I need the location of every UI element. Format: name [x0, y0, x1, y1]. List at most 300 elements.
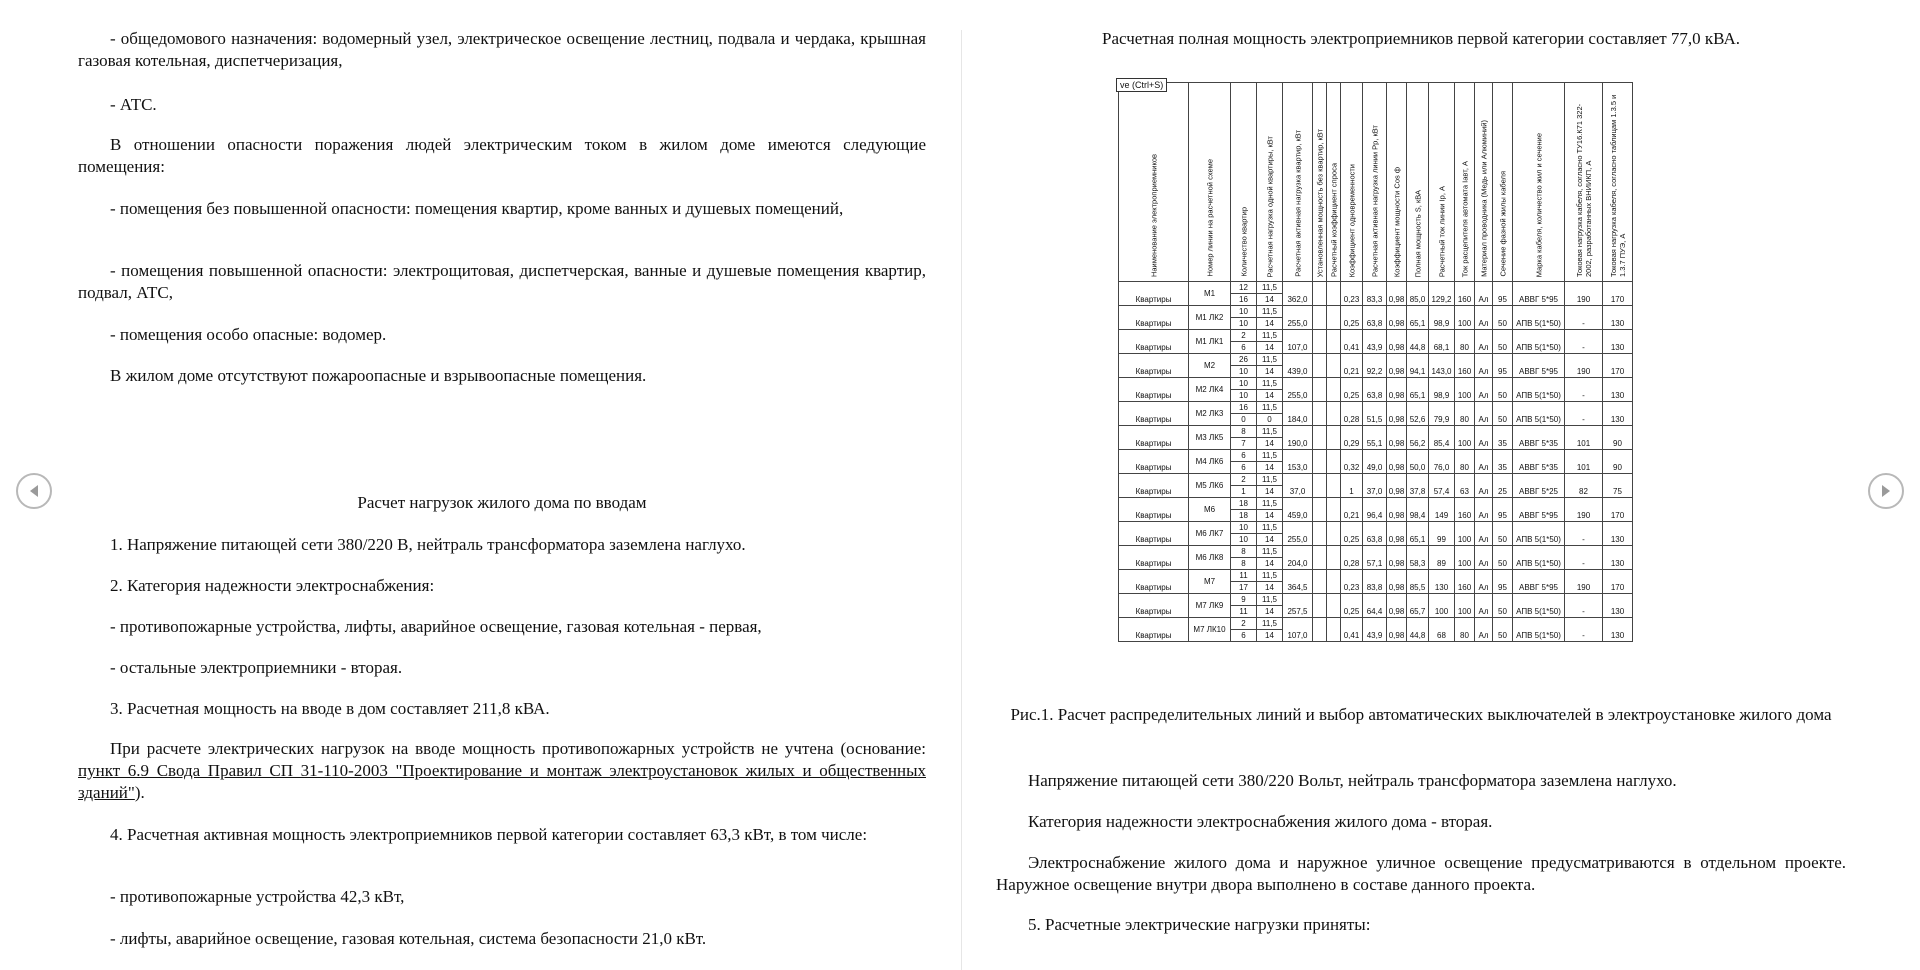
table-cell: 0,41: [1341, 330, 1363, 354]
table-cell: [1119, 426, 1189, 450]
paragraph: [78, 738, 926, 804]
table-cell: 0,25: [1341, 378, 1363, 402]
table-header-label: Токовая нагрузка кабеля, согласно таблицам 1.3.5 и 1.3.7 ПУЭ, А: [1608, 94, 1627, 277]
table-cell: [1313, 474, 1327, 498]
table-cell: -: [1565, 306, 1603, 330]
note-text: При расчете электрических нагрузок на вводе мощность противопожарных устройств не учтена (основание:: [110, 739, 926, 758]
table-cell: 160: [1455, 498, 1475, 522]
table-cell: 130: [1603, 402, 1633, 426]
table-cell: 37,0: [1363, 474, 1387, 498]
load-calculation-figure: [1118, 82, 1718, 642]
table-cell: 12: [1231, 282, 1257, 294]
table-header-cell: [1387, 83, 1407, 282]
table-cell: [1119, 354, 1189, 378]
table-cell: М1 ЛК1: [1189, 330, 1231, 354]
table-cell: 26: [1231, 354, 1257, 366]
table-row: [1119, 522, 1633, 534]
table-cell: АПВ 5(1*50): [1513, 378, 1565, 402]
row-name: Квартиры: [1135, 631, 1172, 640]
row-name: Квартиры: [1135, 319, 1172, 328]
table-cell: Ал: [1475, 522, 1493, 546]
table-cell: 255,0: [1283, 378, 1313, 402]
table-cell: 90: [1603, 426, 1633, 450]
table-cell: 95: [1493, 498, 1513, 522]
figure-caption: Рис.1. Расчет распределительных линий и выбор автоматических выключателей в электроустановке жилого дома: [1010, 705, 1832, 724]
table-cell: 75: [1603, 474, 1633, 498]
table-cell: 0,98: [1387, 522, 1407, 546]
reference-link[interactable]: пункт 6.9 Свода Правил СП 31-110-2003 "Проектирование и монтаж электроустановок жилых и общественных зданий": [78, 761, 926, 802]
table-row: [1119, 570, 1633, 582]
table-cell: 10: [1231, 318, 1257, 330]
table-header-cell: [1429, 83, 1455, 282]
table-cell: 14: [1257, 342, 1283, 354]
table-cell: 35: [1493, 450, 1513, 474]
table-cell: 83,3: [1363, 282, 1387, 306]
table-cell: АВВГ 5*35: [1513, 450, 1565, 474]
table-cell: 9: [1231, 594, 1257, 606]
table-cell: 11,5: [1257, 354, 1283, 366]
paragraph: - противопожарные устройства, лифты, аварийное освещение, газовая котельная - первая,: [110, 617, 762, 636]
table-cell: М7 ЛК9: [1189, 594, 1231, 618]
table-cell: -: [1565, 522, 1603, 546]
table-cell: 130: [1603, 546, 1633, 570]
table-cell: 130: [1603, 330, 1633, 354]
table-cell: 170: [1603, 570, 1633, 594]
table-cell: 11,5: [1257, 378, 1283, 390]
table-cell: АВВГ 5*95: [1513, 354, 1565, 378]
table-cell: 50: [1493, 618, 1513, 642]
table-cell: 14: [1257, 630, 1283, 642]
table-cell: 362,0: [1283, 282, 1313, 306]
table-cell: [1313, 618, 1327, 642]
table-cell: 44,8: [1407, 618, 1429, 642]
table-header-label: Расчетный ток линии Iр, А: [1437, 185, 1446, 277]
table-cell: 56,2: [1407, 426, 1429, 450]
table-cell: Ал: [1475, 330, 1493, 354]
table-cell: 130: [1429, 570, 1455, 594]
table-cell: 14: [1257, 462, 1283, 474]
table-cell: 0,25: [1341, 594, 1363, 618]
table-cell: 64,4: [1363, 594, 1387, 618]
table-cell: 14: [1257, 606, 1283, 618]
table-cell: 130: [1603, 594, 1633, 618]
table-cell: 129,2: [1429, 282, 1455, 306]
table-header-cell: [1513, 83, 1565, 282]
paragraph: - помещения повышенной опасности: электрощитовая, диспетчерская, ванные и душевые помещения квартир, подвал, АТС,: [78, 261, 926, 302]
table-cell: 0,98: [1387, 354, 1407, 378]
table-cell: 37,0: [1283, 474, 1313, 498]
table-header-cell: [1341, 83, 1363, 282]
table-cell: 65,7: [1407, 594, 1429, 618]
table-cell: [1119, 618, 1189, 642]
table-cell: 6: [1231, 462, 1257, 474]
table-cell: 50: [1493, 594, 1513, 618]
table-cell: М2 ЛК4: [1189, 378, 1231, 402]
table-cell: 0,25: [1341, 522, 1363, 546]
table-cell: [1313, 546, 1327, 570]
table-cell: 8: [1231, 558, 1257, 570]
table-cell: -: [1565, 618, 1603, 642]
table-cell: Ал: [1475, 282, 1493, 306]
table-cell: АПВ 5(1*50): [1513, 306, 1565, 330]
table-cell: АВВГ 5*95: [1513, 498, 1565, 522]
table-cell: [1327, 546, 1341, 570]
table-cell: 100: [1429, 594, 1455, 618]
table-cell: 11,5: [1257, 522, 1283, 534]
table-cell: 0,98: [1387, 474, 1407, 498]
table-cell: -: [1565, 330, 1603, 354]
table-cell: [1327, 618, 1341, 642]
table-cell: 10: [1231, 390, 1257, 402]
table-header-label: Установленная мощность без квартир, кВт: [1315, 128, 1324, 277]
table-row: [1119, 594, 1633, 606]
table-cell: 0,32: [1341, 450, 1363, 474]
table-header-cell: [1119, 83, 1189, 282]
table-cell: 85,0: [1407, 282, 1429, 306]
table-cell: Ал: [1475, 618, 1493, 642]
table-cell: [1327, 594, 1341, 618]
table-cell: 204,0: [1283, 546, 1313, 570]
table-cell: 55,1: [1363, 426, 1387, 450]
table-cell: М2 ЛК3: [1189, 402, 1231, 426]
table-cell: 68: [1429, 618, 1455, 642]
table-cell: 17: [1231, 582, 1257, 594]
table-cell: М3 ЛК5: [1189, 426, 1231, 450]
table-cell: 10: [1231, 522, 1257, 534]
table-cell: 0,98: [1387, 330, 1407, 354]
table-cell: 149: [1429, 498, 1455, 522]
table-header-label: Расчетная активная нагрузка квартир, кВт: [1293, 130, 1302, 277]
table-cell: 364,5: [1283, 570, 1313, 594]
table-cell: [1313, 306, 1327, 330]
table-cell: 98,9: [1429, 306, 1455, 330]
table-cell: 18: [1231, 498, 1257, 510]
table-cell: 107,0: [1283, 330, 1313, 354]
table-header-cell: [1313, 83, 1327, 282]
table-cell: М7 ЛК10: [1189, 618, 1231, 642]
table-cell: 439,0: [1283, 354, 1313, 378]
table-row: [1119, 450, 1633, 462]
table-cell: 44,8: [1407, 330, 1429, 354]
table-cell: 190: [1565, 570, 1603, 594]
table-cell: 11,5: [1257, 474, 1283, 486]
table-cell: М1: [1189, 282, 1231, 306]
chevron-left-icon: [27, 483, 41, 499]
table-cell: 57,4: [1429, 474, 1455, 498]
table-cell: Ал: [1475, 354, 1493, 378]
table-cell: [1119, 594, 1189, 618]
table-cell: 0,98: [1387, 306, 1407, 330]
table-cell: 50: [1493, 306, 1513, 330]
table-cell: 1: [1341, 474, 1363, 498]
table-cell: 50,0: [1407, 450, 1429, 474]
table-row: [1119, 402, 1633, 414]
table-cell: 0,98: [1387, 594, 1407, 618]
table-row: [1119, 498, 1633, 510]
table-cell: АПВ 5(1*50): [1513, 522, 1565, 546]
table-cell: 0,28: [1341, 402, 1363, 426]
table-cell: АПВ 5(1*50): [1513, 594, 1565, 618]
paragraph: В жилом доме отсутствуют пожароопасные и взрывоопасные помещения.: [110, 366, 647, 385]
table-cell: 98,4: [1407, 498, 1429, 522]
table-cell: 257,5: [1283, 594, 1313, 618]
table-cell: 25: [1493, 474, 1513, 498]
table-cell: 10: [1231, 378, 1257, 390]
table-cell: [1327, 330, 1341, 354]
table-cell: Ал: [1475, 402, 1493, 426]
table-cell: Ал: [1475, 378, 1493, 402]
table-cell: 6: [1231, 630, 1257, 642]
table-cell: 14: [1257, 534, 1283, 546]
table-cell: Ал: [1475, 474, 1493, 498]
table-cell: 52,6: [1407, 402, 1429, 426]
table-cell: 89: [1429, 546, 1455, 570]
table-header-cell: [1327, 83, 1341, 282]
table-cell: 10: [1231, 306, 1257, 318]
table-cell: 14: [1257, 438, 1283, 450]
table-cell: М6 ЛК7: [1189, 522, 1231, 546]
table-cell: 50: [1493, 378, 1513, 402]
table-cell: М6: [1189, 498, 1231, 522]
row-name: Квартиры: [1135, 367, 1172, 376]
table-cell: 92,2: [1363, 354, 1387, 378]
table-cell: [1313, 282, 1327, 306]
table-cell: 0,98: [1387, 618, 1407, 642]
table-cell: 80: [1455, 450, 1475, 474]
table-cell: [1327, 570, 1341, 594]
table-cell: 130: [1603, 306, 1633, 330]
table-cell: 6: [1231, 342, 1257, 354]
table-row: [1119, 618, 1633, 630]
table-cell: 37,8: [1407, 474, 1429, 498]
table-cell: [1313, 450, 1327, 474]
table-cell: 16: [1231, 402, 1257, 414]
table-cell: [1313, 522, 1327, 546]
table-cell: 80: [1455, 330, 1475, 354]
table-cell: 0,23: [1341, 570, 1363, 594]
table-cell: [1119, 498, 1189, 522]
table-cell: 8: [1231, 546, 1257, 558]
table-cell: М2: [1189, 354, 1231, 378]
table-cell: 0,21: [1341, 498, 1363, 522]
paragraph: Категория надежности электроснабжения жилого дома - вторая.: [1028, 812, 1493, 831]
table-cell: 99: [1429, 522, 1455, 546]
table-cell: 100: [1455, 594, 1475, 618]
table-cell: [1313, 402, 1327, 426]
table-cell: Ал: [1475, 498, 1493, 522]
table-header-cell: [1455, 83, 1475, 282]
table-cell: -: [1565, 402, 1603, 426]
table-cell: 11,5: [1257, 618, 1283, 630]
table-cell: 11,5: [1257, 594, 1283, 606]
table-cell: АПВ 5(1*50): [1513, 546, 1565, 570]
table-cell: 1: [1231, 486, 1257, 498]
table-cell: [1119, 306, 1189, 330]
table-cell: 160: [1455, 570, 1475, 594]
table-row: [1119, 546, 1633, 558]
table-cell: 57,1: [1363, 546, 1387, 570]
table-cell: 11,5: [1257, 282, 1283, 294]
table-cell: 190: [1565, 282, 1603, 306]
table-cell: 190: [1565, 354, 1603, 378]
table-cell: 85,5: [1407, 570, 1429, 594]
table-header-label: Материал проводника (Медь или Алюминий): [1479, 120, 1488, 277]
table-cell: [1327, 450, 1341, 474]
table-cell: [1119, 402, 1189, 426]
table-cell: 63,8: [1363, 378, 1387, 402]
row-name: Квартиры: [1135, 343, 1172, 352]
table-cell: 11,5: [1257, 426, 1283, 438]
table-cell: 11,5: [1257, 402, 1283, 414]
table-cell: 184,0: [1283, 402, 1313, 426]
paragraph: - лифты, аварийное освещение, газовая котельная, система безопасности 21,0 кВт.: [110, 929, 707, 948]
table-cell: 98,9: [1429, 378, 1455, 402]
table-cell: 101: [1565, 426, 1603, 450]
table-cell: 459,0: [1283, 498, 1313, 522]
row-name: Квартиры: [1135, 463, 1172, 472]
table-cell: [1119, 378, 1189, 402]
table-cell: 95: [1493, 354, 1513, 378]
table-cell: 0,21: [1341, 354, 1363, 378]
table-row: [1119, 426, 1633, 438]
table-cell: АПВ 5(1*50): [1513, 330, 1565, 354]
table-cell: 0,98: [1387, 402, 1407, 426]
table-cell: 0,28: [1341, 546, 1363, 570]
table-cell: Ал: [1475, 450, 1493, 474]
section-title: Расчет нагрузок жилого дома по вводам: [357, 493, 647, 512]
table-cell: 160: [1455, 282, 1475, 306]
previous-page-button[interactable]: [16, 473, 52, 509]
paragraph: 3. Расчетная мощность на вводе в дом составляет 211,8 кВА.: [110, 699, 550, 718]
save-tooltip: ve (Ctrl+S): [1116, 78, 1167, 92]
paragraph: 1. Напряжение питающей сети 380/220 В, нейтраль трансформатора заземлена наглухо.: [110, 535, 746, 554]
table-cell: 51,5: [1363, 402, 1387, 426]
table-cell: 143,0: [1429, 354, 1455, 378]
table-cell: 76,0: [1429, 450, 1455, 474]
table-cell: 14: [1257, 318, 1283, 330]
table-cell: 82: [1565, 474, 1603, 498]
table-header-cell: [1363, 83, 1387, 282]
table-cell: 11,5: [1257, 546, 1283, 558]
chevron-right-icon: [1879, 483, 1893, 499]
paragraph: 2. Категория надежности электроснабжения:: [110, 576, 435, 595]
paragraph: Электроснабжение жилого дома и наружное уличное освещение предусматриваются в отдельном проекте. Наружное освещение внутри двора выполнено в составе данного проекта.: [996, 853, 1846, 894]
table-cell: 170: [1603, 498, 1633, 522]
table-cell: 58,3: [1407, 546, 1429, 570]
table-cell: [1119, 330, 1189, 354]
table-cell: [1119, 282, 1189, 306]
table-cell: Ал: [1475, 546, 1493, 570]
table-cell: [1119, 474, 1189, 498]
table-cell: 100: [1455, 522, 1475, 546]
table-cell: [1313, 498, 1327, 522]
table-cell: 96,4: [1363, 498, 1387, 522]
table-cell: 130: [1603, 522, 1633, 546]
table-cell: АПВ 5(1*50): [1513, 618, 1565, 642]
table-cell: 11,5: [1257, 330, 1283, 342]
table-cell: 65,1: [1407, 378, 1429, 402]
table-cell: 94,1: [1407, 354, 1429, 378]
table-cell: [1313, 594, 1327, 618]
table-cell: 80: [1455, 618, 1475, 642]
table-cell: 0,98: [1387, 426, 1407, 450]
table-cell: 43,9: [1363, 330, 1387, 354]
table-cell: 50: [1493, 330, 1513, 354]
table-cell: [1327, 498, 1341, 522]
next-page-button[interactable]: [1868, 473, 1904, 509]
table-header-label: Сечение фазной жилы кабеля: [1498, 171, 1507, 277]
table-cell: 100: [1455, 426, 1475, 450]
table-cell: М7: [1189, 570, 1231, 594]
paragraph: В отношении опасности поражения людей электрическим током в жилом доме имеются следующие помещения:: [78, 135, 926, 176]
table-cell: [1313, 570, 1327, 594]
table-cell: 95: [1493, 282, 1513, 306]
table-cell: 0,98: [1387, 378, 1407, 402]
table-cell: 50: [1493, 402, 1513, 426]
table-cell: 2: [1231, 330, 1257, 342]
table-cell: 79,9: [1429, 402, 1455, 426]
table-header-label: Токовая нагрузка кабеля, согласно ТУ16.К71 322-2002, разработанных ВНИИКП, А: [1574, 103, 1593, 277]
row-name: Квартиры: [1135, 487, 1172, 496]
table-cell: 0,98: [1387, 546, 1407, 570]
table-cell: 0,25: [1341, 306, 1363, 330]
table-cell: АВВГ 5*95: [1513, 570, 1565, 594]
table-cell: 0,98: [1387, 570, 1407, 594]
row-name: Квартиры: [1135, 583, 1172, 592]
table-cell: -: [1565, 594, 1603, 618]
table-cell: 160: [1455, 354, 1475, 378]
row-name: Квартиры: [1135, 607, 1172, 616]
table-cell: Ал: [1475, 570, 1493, 594]
table-cell: 190,0: [1283, 426, 1313, 450]
table-cell: [1313, 330, 1327, 354]
row-name: Квартиры: [1135, 511, 1172, 520]
table-cell: 65,1: [1407, 522, 1429, 546]
table-cell: 170: [1603, 282, 1633, 306]
table-cell: -: [1565, 378, 1603, 402]
table-cell: 0,23: [1341, 282, 1363, 306]
table-cell: 8: [1231, 426, 1257, 438]
table-cell: 11,5: [1257, 450, 1283, 462]
table-cell: 65,1: [1407, 306, 1429, 330]
table-header-cell: [1283, 83, 1313, 282]
table-cell: 255,0: [1283, 522, 1313, 546]
table-header-cell: [1257, 83, 1283, 282]
table-cell: 14: [1257, 510, 1283, 522]
table-cell: 50: [1493, 546, 1513, 570]
table-cell: 18: [1231, 510, 1257, 522]
table-cell: 0,98: [1387, 450, 1407, 474]
table-cell: [1327, 474, 1341, 498]
table-cell: 0,98: [1387, 282, 1407, 306]
table-header-cell: [1475, 83, 1493, 282]
table-cell: [1327, 426, 1341, 450]
table-cell: 63,8: [1363, 522, 1387, 546]
table-cell: 0: [1257, 414, 1283, 426]
paragraph: - противопожарные устройства 42,3 кВт,: [110, 887, 405, 906]
table-cell: 255,0: [1283, 306, 1313, 330]
table-cell: АПВ 5(1*50): [1513, 402, 1565, 426]
table-cell: 2: [1231, 618, 1257, 630]
table-cell: АВВГ 5*95: [1513, 282, 1565, 306]
table-header-label: Номер линии на расчетной схеме: [1205, 159, 1214, 277]
table-header-label: Расчетная нагрузка одной квартиры, кВт: [1265, 135, 1274, 277]
row-name: Квартиры: [1135, 439, 1172, 448]
table-cell: М6 ЛК8: [1189, 546, 1231, 570]
table-cell: 0,41: [1341, 618, 1363, 642]
table-cell: 0,98: [1387, 498, 1407, 522]
table-cell: Ал: [1475, 594, 1493, 618]
